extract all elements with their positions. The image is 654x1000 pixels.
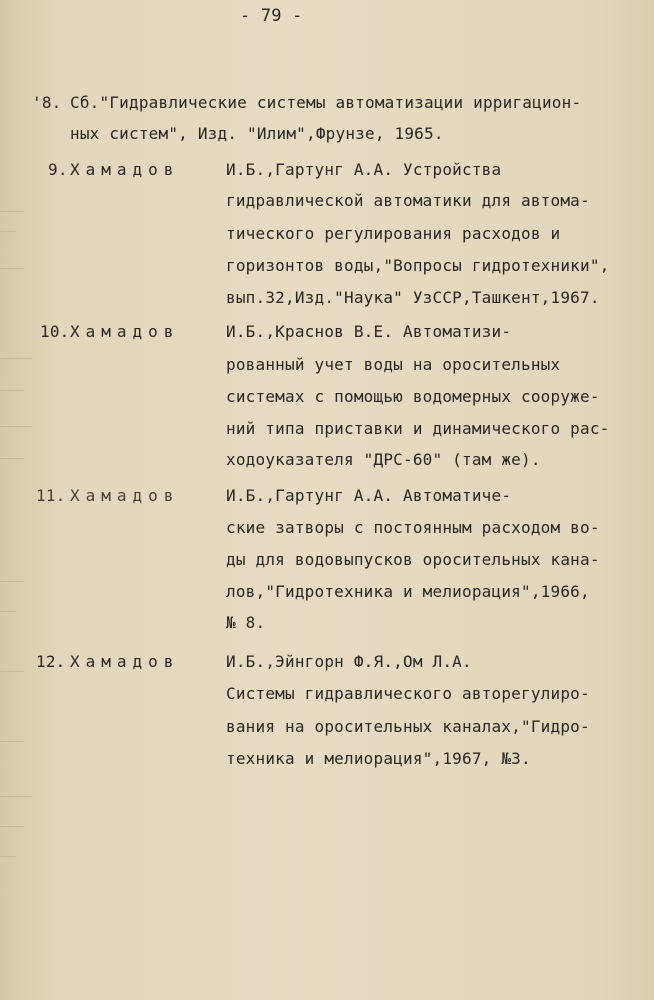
entry-number: '8. — [32, 93, 62, 112]
entry-author: Хамадов — [70, 160, 180, 179]
bleed-through-mark: ─── — [0, 262, 24, 277]
bleed-through-mark: ─── — [0, 575, 24, 590]
entry-text-line: № 8. — [226, 613, 266, 632]
entry-text-line: ды для водовыпусков оросительных кана- — [226, 550, 600, 569]
entry-text-line: горизонтов воды,"Вопросы гидротехники", — [226, 256, 610, 275]
entry-number: 11. — [36, 486, 66, 505]
entry-text-line: ний типа приставки и динамического рас- — [226, 419, 610, 438]
entry-author: Хамадов — [70, 652, 180, 671]
bleed-through-mark: ──── — [0, 352, 32, 367]
entry-number: 9. — [48, 160, 68, 179]
entry-number: 10. — [40, 322, 70, 341]
entry-text-line: тического регулирования расходов и — [226, 224, 561, 243]
bleed-through-mark: ── — [0, 225, 16, 240]
entry-text-line: И.Б.,Гартунг А.А. Автоматиче- — [226, 486, 512, 505]
entry-author: Хамадов — [70, 486, 180, 505]
bleed-through-mark: ──── — [0, 790, 32, 805]
bleed-through-mark: ─── — [0, 205, 24, 220]
entry-text-line: вып.32,Изд."Наука" УзССР,Ташкент,1967. — [226, 288, 600, 307]
bleed-through-mark: ─── — [0, 665, 24, 680]
bleed-through-mark: ──── — [0, 420, 32, 435]
entry-text-line: системах с помощью водомерных сооруже- — [226, 387, 600, 406]
entry-number: 12. — [36, 652, 66, 671]
entry-text-line: техника и мелиорация",1967, №3. — [226, 749, 531, 768]
entry-text-line: И.Б.,Краснов В.Е. Автоматизи- — [226, 322, 512, 341]
entry-text-line: рованный учет воды на оросительных — [226, 355, 561, 374]
bleed-through-mark: ─── — [0, 452, 24, 467]
bleed-through-mark: ── — [0, 850, 16, 865]
entry-text-line: лов,"Гидротехника и мелиорация",1966, — [226, 582, 590, 601]
entry-text-line: ходоуказателя "ДРС-60" (там же). — [226, 450, 541, 469]
entry-text-line: Системы гидравлического авторегулиро- — [226, 684, 590, 703]
entry-text-line: ных систем", Изд. "Илим",Фрунзе, 1965. — [70, 124, 444, 143]
bleed-through-mark: ─── — [0, 820, 24, 835]
entry-text-line: И.Б.,Эйнгорн Ф.Я.,Ом Л.А. — [226, 652, 472, 671]
entry-text-line: вания на оросительных каналах,"Гидро- — [226, 717, 590, 736]
bleed-through-mark: ─── — [0, 735, 24, 750]
entry-text-line: гидравлической автоматики для автома- — [226, 191, 590, 210]
entry-text-line: И.Б.,Гартунг А.А. Устройства — [226, 160, 502, 179]
bleed-through-mark: ── — [0, 605, 16, 620]
entry-text-line: Сб."Гидравлические системы автоматизации ирригацион- — [70, 93, 582, 112]
bleed-through-mark: ─── — [0, 384, 24, 399]
entry-author: Хамадов — [70, 322, 180, 341]
page-number: - 79 - — [240, 6, 303, 26]
entry-text-line: ские затворы с постоянным расходом во- — [226, 518, 600, 537]
